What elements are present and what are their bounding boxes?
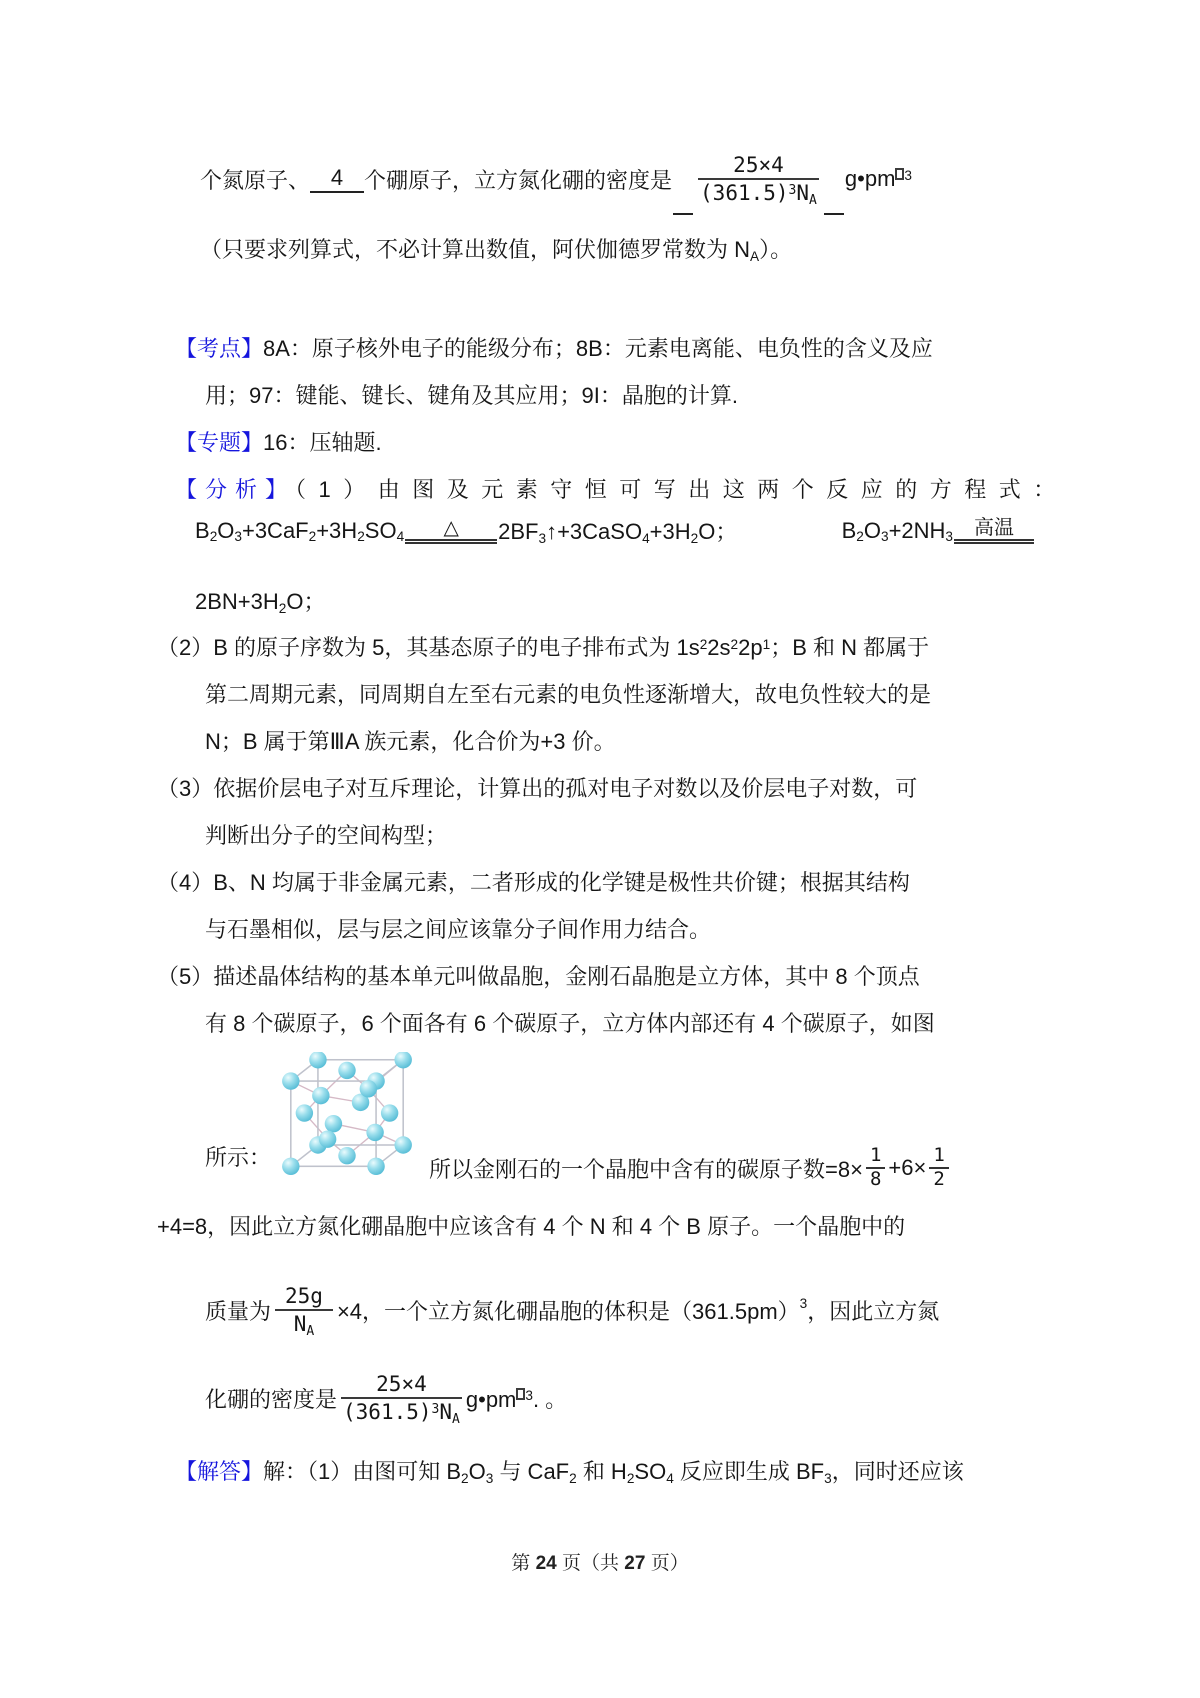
point5-line4: +4=8，因此立方氮化硼晶胞中应该含有 4 个 N 和 4 个 B 原子。一个晶胞中的 [157,1214,906,1239]
jieda-label: 【解答】 [175,1459,264,1484]
mass-line: 质量为 $\frac{25g}{N_A}$ ×4，一个立方氮化硼晶胞的体积是（361.5pm） $^3$ ，因此立方氮 [205,1283,940,1339]
filled-blank-4: 4 [310,165,364,193]
reaction-condition-gaowen: 高温 [954,517,1034,544]
fenxi-label: 【分析】 [175,477,296,502]
point2-line2: 第二周期元素，同周期自左至右元素的电负性逐渐增大，故电负性较大的是 [205,682,932,707]
zhuanti-label: 【专题】 [175,430,264,455]
diamond-unit-cell-image [279,1052,415,1176]
underline-segment [673,210,693,215]
equation1-left: $B_2O_3+3CaF_2+3H_2SO_4$ [195,517,405,545]
equation2-left: $B_2O_3+2NH_3$ [841,517,953,545]
atom-count-math: 所以金刚石的一个晶胞中含有的碳原子数=8× $\frac{1}{8}$ +6× $\frac{1}{2}$ [429,1146,952,1190]
equation-row [195,515,1035,546]
crystal-figure-row [205,1052,952,1191]
point5-line1: （5）描述晶体结构的基本单元叫做晶胞，金刚石晶胞是立方体，其中 8 个顶点 [157,964,920,989]
density-blank-line [200,133,912,225]
line-text: 个氮原子、 [200,167,311,193]
point2-line1: （2）B 的原子序数为 5，其基态原子的电子排布式为 $1s^22s^22p^1$；B 和 N 都属于 [157,635,930,660]
mass-fraction: $\frac{25g}{N_A}$ [275,1284,333,1336]
point3-line2: 判断出分子的空间构型； [205,823,448,848]
point4-line1: （4）B、N 均属于非金属元素，二者形成的化学键是极性共价键；根据其结构 [157,870,910,895]
equation2-continuation: $2BN+3H_2O$； [195,589,326,616]
point4-line2: 与石墨相似，层与层之间应该靠分子间作用力结合。 [205,917,712,942]
page-number: 24 [535,1553,557,1574]
density-unit-2: g•pm $^3$. 。 [465,1386,568,1412]
density-unit: g•pm $^3$ [844,166,912,191]
point3-line1: （3）依据价层电子对互斥理论，计算出的孤对电子对数以及价层电子对数，可 [157,776,918,801]
total-pages: 27 [624,1553,646,1574]
jieda-line: 【解答】解：（1）由图可知 $B_2O_3$ 与 CaF$_2$ 和 $H_2SO_4$ 反应即生成 $BF_3$，同时还应该 [175,1459,964,1486]
note-line: （只要求列算式，不必计算出数值，阿伏伽德罗常数为 $N_A$）。 [200,237,793,264]
density-fraction: $\frac{25\times 4}{(361.5)^3N_A}$ [700,152,817,208]
fenxi-line1: 【分析】（1）由图及元素守恒可写出这两个反应的方程式： [175,477,1068,502]
underline-segment [824,210,844,215]
line-text: 个硼原子，立方氮化硼的密度是 [364,167,673,193]
fraction-one-half: $\frac{1}{2}$ [929,1146,948,1190]
point5-line2: 有 8 个碳原子，6 个面各有 6 个碳原子，立方体内部还有 4 个碳原子，如图 [205,1011,935,1036]
fraction-one-eighth: $\frac{1}{8}$ [866,1146,885,1190]
kaodian-line2: 用；97：键能、键长、键角及其应用；9I：晶胞的计算. [205,383,738,408]
density-fraction-2: $\frac{25\times 4}{(361.5)^3N_A}$ [343,1371,460,1427]
zhuanti-line: 【专题】16：压轴题. [175,430,382,455]
density-result-line: 化硼的密度是 $\frac{25\times 4}{(361.5)^3N_A}$ g•pm $^3$. 。 [205,1371,568,1427]
page-footer: 第 24 页（共 27 页） [511,1553,689,1574]
kaodian-label: 【考点】 [175,336,264,361]
suoshi-text: 所示： [205,1145,272,1170]
kaodian-line1: 【考点】8A：原子核外电子的能级分布；8B：元素电离能、电负性的含义及应 [175,336,933,361]
reaction-condition-delta: △ [405,517,497,544]
point2-line3: N；B 属于第ⅢA 族元素，化合价为+3 价。 [205,729,616,754]
equation1-right: $2BF_3↑+3CaSO_4+3H_2O$； [498,519,738,546]
